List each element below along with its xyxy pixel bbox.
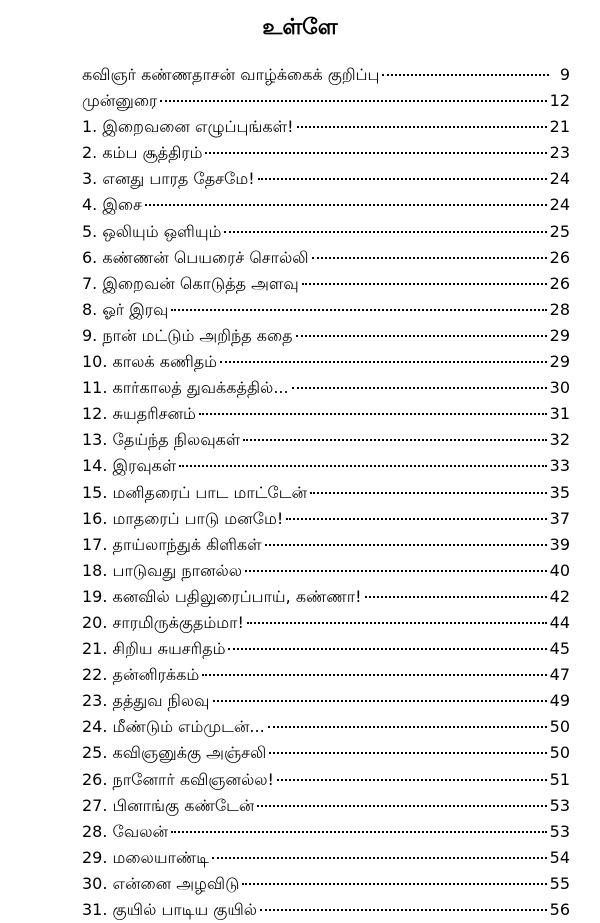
toc-entry (82, 897, 570, 923)
toc-leader-dots (257, 805, 546, 807)
toc-entry-page: 54 (549, 847, 570, 867)
toc-entry-title: 4. இசை (82, 195, 142, 215)
toc-entry (82, 819, 570, 845)
toc-entry-title: 29. மலையாண்டி (82, 847, 209, 867)
toc-entry-title: 30. என்னை அழவிடு (82, 873, 240, 893)
toc-entry (82, 584, 570, 610)
toc-entry-page: 12 (549, 91, 570, 111)
toc-entry-title: 10. காலக் கணிதம் (82, 352, 218, 372)
toc-entry-page: 9 (559, 65, 570, 84)
toc-entry-page: 37 (549, 508, 570, 528)
toc-entry-page: 32 (549, 430, 570, 450)
toc-leader-dots (243, 439, 546, 441)
toc-leader-dots (382, 74, 549, 76)
toc-entry-page: 50 (549, 743, 570, 763)
toc-entry (82, 114, 570, 140)
toc-entry (82, 62, 570, 88)
toc-leader-dots (312, 257, 547, 259)
toc-leader-dots (296, 335, 547, 337)
toc-entry (82, 192, 570, 218)
toc-leader-dots (202, 674, 546, 676)
toc-leader-dots (213, 700, 547, 702)
toc-entry-title: 20. சாரமிருக்குதம்மா! (82, 612, 244, 632)
toc-entry-title: 24. மீண்டும் எம்முடன்... (82, 717, 265, 737)
toc-entry-page: 53 (549, 795, 570, 815)
toc-entry-page: 44 (549, 612, 570, 632)
toc-leader-dots (212, 857, 547, 859)
toc-leader-dots (269, 752, 546, 754)
toc-entry-page: 24 (549, 195, 570, 215)
toc-entry-page: 47 (549, 665, 570, 685)
toc-entry (82, 636, 570, 662)
toc-entry (82, 219, 570, 245)
toc-leader-dots (277, 779, 547, 781)
toc-entry-title: 5. ஒலியும் ஒளியும் (82, 221, 222, 241)
toc-entry-title: 11. கார்காலத் துவக்கத்தில்... (82, 378, 289, 398)
toc-leader-dots (205, 152, 546, 154)
toc-entry (82, 688, 570, 714)
toc-entry-page: 29 (549, 325, 570, 345)
toc-entry-title: 19. கனவில் பதிலுரைப்பாய், கண்ணா! (82, 586, 362, 606)
toc-entry-title: 6. கண்ணன் பெயரைச் சொல்லி (82, 247, 309, 267)
toc-entry-title: 28. வேலன் (82, 821, 168, 841)
toc-entry-title: கவிஞர் கண்ணதாசன் வாழ்க்கைக் குறிப்பு (82, 65, 380, 84)
toc-entry-page: 56 (549, 900, 570, 919)
toc-entry-title: 16. மாதரைப் பாடு மனமே! (82, 508, 284, 528)
toc-leader-dots (268, 726, 547, 728)
toc-entry (82, 845, 570, 871)
toc-entry (82, 662, 570, 688)
toc-entry-title: 3. எனது பாரத தேசமே! (82, 169, 255, 189)
toc-entry-title: 27. பினாங்கு கண்டேன் (82, 795, 255, 815)
toc-entry (82, 166, 570, 192)
toc-entry-page: 53 (549, 821, 570, 841)
toc-entry (82, 427, 570, 453)
toc-entry-title: 14. இரவுகள் (82, 456, 177, 476)
toc-entry-page: 25 (549, 221, 570, 241)
toc-entry-page: 21 (549, 117, 570, 137)
toc-leader-dots (258, 178, 547, 180)
toc-entry-title: 12. சுயதரிசனம் (82, 404, 196, 424)
toc-entry-page: 28 (549, 299, 570, 319)
toc-leader-dots (224, 231, 546, 233)
toc-entry-title: 17. தாய்லாந்துக் கிளிகள் (82, 534, 262, 554)
toc-entry (82, 88, 570, 114)
toc-entry (82, 271, 570, 297)
toc-leader-dots (245, 570, 547, 572)
toc-entry (82, 375, 570, 401)
toc-entry-page: 26 (549, 247, 570, 267)
toc-entry-page: 30 (549, 378, 570, 398)
toc-leader-dots (171, 831, 547, 833)
toc-entry (82, 349, 570, 375)
toc-entry-title: 26. நானோர் கவிஞனல்ல! (82, 769, 274, 789)
toc-leader-dots (247, 622, 547, 624)
toc-entry-page: 40 (549, 560, 570, 580)
toc-entry-page: 51 (549, 769, 570, 789)
toc-leader-dots (242, 883, 546, 885)
contents-title: உள்ளே (262, 15, 338, 40)
toc-leader-dots (228, 648, 546, 650)
toc-leader-dots (145, 204, 547, 206)
toc-leader-dots (265, 544, 547, 546)
toc-leader-dots (365, 596, 547, 598)
toc-entry (82, 453, 570, 479)
toc-entry (82, 740, 570, 766)
toc-entry-page: 29 (549, 352, 570, 372)
toc-entry (82, 714, 570, 740)
toc-leader-dots (160, 100, 546, 102)
toc-entry (82, 401, 570, 427)
toc-entry (82, 323, 570, 349)
toc-entry-page: 33 (549, 456, 570, 476)
table-of-contents (82, 62, 570, 923)
toc-entry-title: 23. தத்துவ நிலவு (82, 691, 210, 711)
toc-entry-title: 7. இறைவன் கொடுத்த அளவு (82, 273, 299, 293)
toc-entry-title: 8. ஓர் இரவு (82, 299, 169, 319)
toc-entry-title: 25. கவிஞனுக்கு அஞ்சலி (82, 743, 267, 763)
toc-leader-dots (292, 387, 547, 389)
toc-leader-dots (297, 126, 547, 128)
toc-leader-dots (286, 518, 546, 520)
toc-leader-dots (179, 465, 546, 467)
toc-entry (82, 558, 570, 584)
toc-entry-page: 23 (549, 143, 570, 163)
toc-leader-dots (310, 492, 547, 494)
toc-entry-page: 50 (549, 717, 570, 737)
toc-entry (82, 610, 570, 636)
toc-entry-page: 31 (549, 404, 570, 424)
toc-entry (82, 871, 570, 897)
toc-entry-title: 31. குயில் பாடிய குயில் (82, 900, 258, 919)
toc-entry-title: 15. மனிதரைப் பாட மாட்டேன் (82, 482, 308, 502)
toc-entry (82, 140, 570, 166)
toc-entry (82, 506, 570, 532)
toc-entry-title: 13. தேய்ந்த நிலவுகள் (82, 430, 241, 450)
toc-entry (82, 793, 570, 819)
toc-entry-title: 2. கம்ப சூத்திரம் (82, 143, 203, 163)
toc-entry-title: 22. தன்னிரக்கம் (82, 665, 200, 685)
toc-entry (82, 297, 570, 323)
toc-entry-page: 24 (549, 169, 570, 189)
toc-entry-page: 39 (549, 534, 570, 554)
toc-leader-dots (171, 309, 546, 311)
toc-entry-page: 49 (549, 691, 570, 711)
toc-entry-page: 45 (549, 639, 570, 659)
toc-entry-title: 9. நான் மட்டும் அறிந்த கதை (82, 325, 293, 345)
toc-entry-page: 26 (549, 273, 570, 293)
toc-leader-dots (220, 361, 547, 363)
toc-entry (82, 767, 570, 793)
toc-entry (82, 245, 570, 271)
toc-entry-title: 1. இறைவனை எழுப்புங்கள்! (82, 117, 294, 137)
toc-entry-page: 35 (549, 482, 570, 502)
toc-leader-dots (302, 283, 547, 285)
toc-leader-dots (199, 413, 547, 415)
toc-leader-dots (260, 909, 547, 911)
toc-entry (82, 532, 570, 558)
toc-entry-title: முன்னுரை (82, 91, 158, 111)
toc-entry-title: 18. பாடுவது நானல்ல (82, 560, 243, 580)
toc-entry-page: 55 (549, 873, 570, 893)
toc-entry-page: 42 (549, 586, 570, 606)
toc-entry (82, 480, 570, 506)
toc-entry-title: 21. சிறிய சுயசரிதம் (82, 639, 226, 659)
